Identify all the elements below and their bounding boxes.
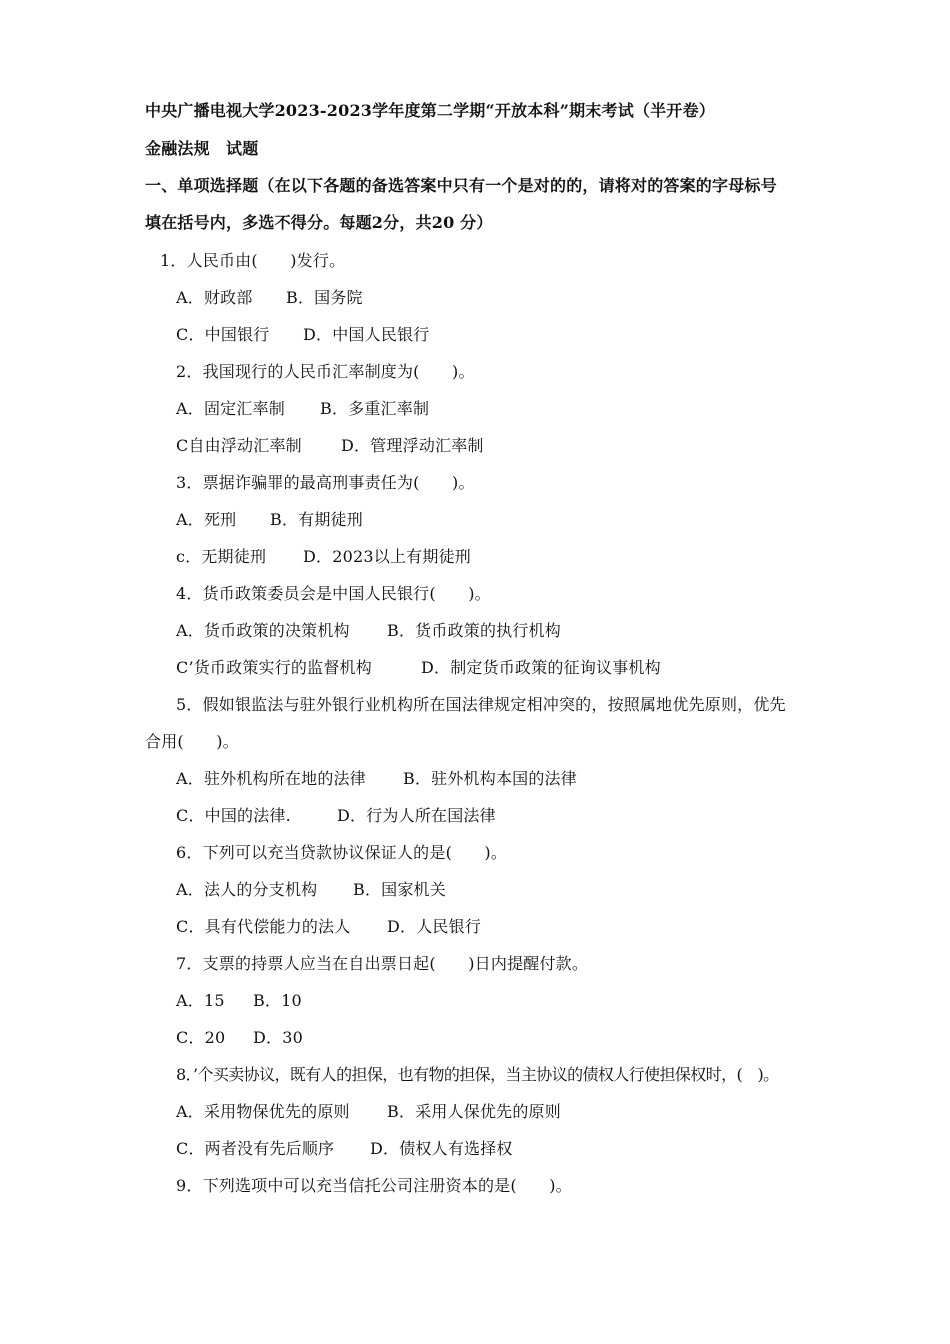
q6-option-d: D．人民银行: [387, 917, 482, 936]
question-5: 5．假如银监法与驻外银行业机构所在国法律规定相冲突的，按照属地优先原则，优先: [176, 695, 786, 714]
section-heading: 一、单项选择题（在以下各题的备选答案中只有一个是对的的，请将对的答案的字母标号: [145, 176, 777, 195]
q3-option-c: c．无期徒刑: [176, 547, 267, 566]
q4-option-d: D．制定货币政策的征询议事机构: [421, 658, 661, 677]
q5-option-d: D．行为人所在国法律: [337, 806, 496, 825]
q7-option-d: D．30: [253, 1028, 303, 1047]
exam-title: 中央广播电视大学2023-2023学年度第二学期“开放本科”期末考试（半开卷）: [145, 101, 715, 120]
q1-option-a: A．财政部: [176, 288, 253, 307]
question-9: 9．下列选项中可以充当信托公司注册资本的是( )。: [176, 1176, 572, 1195]
q3-option-b: B．有期徒刑: [270, 510, 363, 529]
q6-option-c: C．具有代偿能力的法人: [176, 917, 351, 936]
question-6: 6．下列可以充当贷款协议保证人的是( )。: [176, 843, 508, 862]
q5-option-a: A．驻外机构所在地的法律: [176, 769, 366, 788]
q6-option-a: A．法人的分支机构: [176, 880, 318, 899]
q5-option-c: C．中国的法律.: [176, 806, 291, 825]
question-1: 1．人民币由( )发行。: [160, 251, 346, 270]
q8-option-d: D．债权人有选择权: [370, 1139, 513, 1158]
question-3: 3．票据诈骗罪的最高刑事责任为( )。: [176, 473, 475, 492]
q2-option-d: D．管理浮动汇率制: [341, 436, 484, 455]
q5-option-b: B．驻外机构本国的法律: [403, 769, 577, 788]
q7-option-c: C．20: [176, 1028, 226, 1047]
q1-option-d: D．中国人民银行: [303, 325, 430, 344]
q3-option-d: D．2023以上有期徒刑: [303, 547, 471, 566]
q7-option-a: A．15: [176, 991, 225, 1010]
q4-option-b: B．货币政策的执行机构: [387, 621, 561, 640]
q8-option-a: A．采用物保优先的原则: [176, 1102, 350, 1121]
q1-option-c: C．中国银行: [176, 325, 270, 344]
question-2: 2．我国现行的人民币汇率制度为( )。: [176, 362, 475, 381]
q6-option-b: B．国家机关: [353, 880, 446, 899]
question-8: 8．’个买卖协议，既有人的担保，也有物的担保，当主协议的债权人行使担保权时，( )。: [176, 1065, 779, 1084]
q1-option-b: B．国务院: [286, 288, 363, 307]
q8-option-c: C．两者没有先后顺序: [176, 1139, 335, 1158]
q3-option-a: A．死刑: [176, 510, 237, 529]
q8-option-b: B．采用人保优先的原则: [387, 1102, 561, 1121]
question-7: 7．支票的持票人应当在自出票日起( )日内提醒付款。: [176, 954, 589, 973]
question-4: 4．货币政策委员会是中国人民银行( )。: [176, 584, 491, 603]
subject-title: 金融法规 试题: [145, 139, 259, 158]
q2-option-a: A．固定汇率制: [176, 399, 285, 418]
q4-option-a: A．货币政策的决策机构: [176, 621, 350, 640]
question-5-cont: 合用( )。: [145, 732, 239, 751]
q4-option-c: C’货币政策实行的监督机构: [176, 658, 372, 677]
q2-option-b: B．多重汇率制: [320, 399, 430, 418]
q7-option-b: B．10: [253, 991, 302, 1010]
section-heading-cont: 填在括号内，多选不得分。每题2分，共20 分）: [145, 213, 493, 232]
q2-option-c: C自由浮动汇率制: [176, 436, 302, 455]
